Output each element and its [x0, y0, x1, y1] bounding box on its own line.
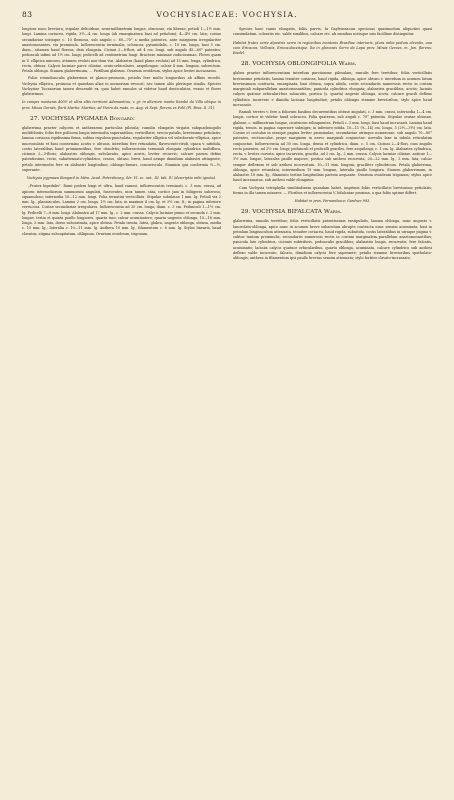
species-number: 28. — [241, 61, 251, 68]
species-name: VOCHYSIA BIFALCATA — [252, 209, 322, 216]
species-description: Ramuli teretes v. fere a foliorum basibus decurrentibus obtuse angulati, c. 3 mm. crassi, internodia 1—4 cm. longis, cortice ut videtur haud ochraceo. Folia quaterna, sub anguli c. 70° patentia. Stipulae ovatae obtusae, glabrae, c. millimetrum longae, cicatricem relinquentes. Petioli c. 3 mm. longi, basi haud incrassati. Lamina haud rigida, tenuis, in pagina superiore subnigra; in inferiore nitida, 10—11 (9—14) cm. longa, 3 (2½—3½) cm. lata. Costae et costulae in utraque pagina leviter prominulae, secundariae utrinque numerosae, sub angulo 70—80° patentes, rectiusculae, prope marginem in nervo marginali conjunctae: nervulis laxe in tabula reticulatim conjunctae. Inflorescentia ad 30 cm. longa, densa et cylindrica, diam. c. 5 cm. Cicinni 2—4-flori, cum angulis recto patentes, ad 2½ cm. longi; pedunculi et pedicelli graciles, fere aequilongi, c. 1 cm. lg. Alabastra cylindrica, recta, v. leviter curvata, apice incurvata, gracilia, ad 2 cm. lg., 2 mm. crassa. Calycis laciniae ciliatae, anticae 1—1½ mm. longae, laterales paullo majores; postica sub anthesi recurvata, 20—22 mm. lg., 3 mm. lata; calcar semper deflexum et sub anthesi incurvatum, 10—11 mm. longum, graciliter cylindricum. Petala glaberrima, oblonga, apice retundata; intermedium 15 mm. longum, lateralia paullo longiora. Stamen glaberrimum, in alabastro 18 mm. lg., filamento tertiae longitudinis partem aequante. Ovarium ovoideum trigonum; stylus apice haud incrassatus, sub anthesi valde elongatus. — [233, 110, 432, 183]
species-description: „Frutex bipedalis". Rami pedem longi et ultra, haud ramosi, inflorescentiis terminati, c. 3 mm. crassi, ad apicem internodiorum summorum angulati, fusecentes, mox tamen cani, cortice jam in foliigerio suberoso, squamuloso; internodia 10—12 mm. longi. Folia ternatim verticillata. Stipulae subulatae 1 mm. lg. Petioli vix 2 mm. lg., planiusculus. Lamina 2 cm. longa, 1½ cm. lata, in maximis 4 cm. lg. et 2½ cm. lt.; in pagina inferiore verrucosa. Costae secundariae irregulares. Inflorescentia ad 20 cm. longa, diam. c. 3 cm. Pedunculi 1—1½ cm. lg. Pedicelli 7—8 mm. longi. Alabastra ad 17 mm. lg., c. 2 mm. crassa. Calycis laciniae primo et secunda c. 2 mm. longae, tertia et quinta paullo longiores, quarta tunc calcar acuminatore; quarta ungente oblonga, 15—16 mm. longa, 3 mm. lata, dorso subcarinata, apice obtusa. Petala trenta, lutea, glabra, ungente oblonga, obtusa, media c. 15 mm. lg.; lateralia c. 10—11 mm. lg. Anthera 10 mm. lg., filamentum c. 6 mm. lg. Stylus linearis, haud clavatus; stigma subcapitatum, obliquum. Ovarium ovoideum, trigonum. — [22, 184, 221, 236]
species-diagnosis: glaberrima, ramulis teretibus; foliis verticillatis patentissimis exstipulatis, lamina oblonga, nunc angusto v. lanceolato-oblonga, apice nunc in acumen breve subacutum abrupte contracta nunc sensim acuminata, basi in petiolum longiusculum attenuata, tenuiter coriacea, haud rigida, subnitida, costis lateralibus in utraque pagina v. subtus tantum prominulis, secundariis numerosis rectis in costam marginalem parallelam anastomosantibus; panicula late cylindrica, cicinnis subtriforis, pedunculis gracilibus; alabastris longis, recurvatis, fere falcatis, acuminatis; laciniis calycis quatuor orbicularibus, quarta oblonga, acuminata, calcare cylindrico sub anthesi deflexo valde incurvato, falcato, dimidium calycis fere superante; petalis stamine brevioribus spathulato-oblongis; anthera in filamentum ipsi paullo brevius sensim attenuata; stylo fortiter clavato-incrassato. — [233, 219, 432, 260]
left-column — [22, 27, 221, 795]
paragraph: longiora nunc breviora; stipulae deltoideae, semi-millimetrum longae, obscurae, vix liberae; petioli 1—1½ mm. longi. Lamina coriacea, rigida, 3½—4 cm. longa (ab emarginatura basi ad petiolum); 4—4½ cm. lata; costae secundariae utrinque c. 10 flexuosa, sub angulo c. 60—70° a media patentes, ante marginem irregulariter anastomosantes, vix prominula. Inflorescentia terminalis, ochracea, pyramidalis, c. 10 cm. longa, basi 5 cm. diam., attamen haud florens, dein elongata. Cicinni 2—6-flori, ad 4 cm. longi, sub angulo 45—60° patentes; pedunculi infimi ad 1½ cm. longi; pedicelli ad centimetrum longi. Bracteae minimae caducissimae. Flores quam in V. elliptica minores, attamen evoluti non-dum visi. Alabastra (haud plane evoluta) ad 15 mm. longa, cylindrica, recta, obtusa. Calycis laciniae parce ciliatae, ovato-orbiculares, aequilongae; calcar 4 mm. longum, subrectum. Petala oblonga. Stamen glaberrimum, ... Pistillum glabrum. Ovarium ovoideum, stylus apice leviter incrassatus. — [22, 27, 221, 73]
habitat-note: In campis montanis 4000' et ultra altis territorii Adamantinu, v. gr. in alteriore monte Itambé da Villa ubique in prov. Minas Geraës, florit Martio: Martius; ad Vieira da mato, m. Aug. et Sept. florens ex Pohl (Pl. Bras. II. 31). — [22, 100, 221, 110]
species-author: Bongard: — [109, 115, 135, 122]
habitat-note: Habitat in prov. Pernambuco: Gardner 993. — [294, 199, 371, 203]
species-name: VOCHYSIA PYGMAEA — [41, 115, 108, 122]
species-heading — [233, 60, 432, 68]
species-number: 27. — [30, 115, 40, 122]
species-diagnosis: glaberrima praeter calycem et antherarum particulas pilosula; ramulis elongatis virgatis subquadrangulis multifoliatis; foliis fere pollicem longis internodia superantibus, verticillatis, erecto-patulis, breviusime petiolatis; lamina coriacea rigidissima firma, subtus rugulosa-punctulata, reguloriter elliptica vel subobovato-elliptica, apice mucronulato et basi contermino acutis v. obtusis, interdum fere retundatis, flavescenti-viridi, opaca v. nitidula, costis lateralibus haud prominentibus, fere obsoletis; inflorescentia terminali elongata cylindrica multiflora, cicinnis 2—3-floris; alabastris oblongis, subclavatis, apice acutis, leviter recurvis; calcare parum defixo patentissimo, recto, subattenuato-cylindrico, crasso, obtuso, brevi, haud nempe dimidium alabastri attingente; petalo intermedio fere ex alabastri longitudine, oblongo-lineari, concavisculo. Staminis ipsi conformia ⅓—½, superante. — [22, 125, 221, 172]
species-author: Warm. — [338, 61, 357, 68]
species-author: Warm. — [323, 209, 342, 216]
species-reference: Vochysia pygmaea Bongard in Mém. Acad. Petersbourg, Sér. VI. sc. nat., III. tab. IV. (descriptio mihi ignota). — [26, 176, 217, 180]
right-column — [233, 27, 432, 777]
species-heading — [22, 115, 221, 123]
page-number: 83 — [22, 10, 33, 19]
species-name: VOCHYSIA OBLONGIFOLIA — [252, 61, 337, 68]
running-title: VOCHYSIACEAE: VOCHYSIA. — [156, 10, 298, 19]
species-diagnosis: glabra praeter inflorescentiam interdum parciissime pilosulam; ramulis fere teretibus; foliis verticillatis breviusime petiolatis, lamina tenuiter coriacea, haud rigida, oblonga, apice obtuso v. interdum in acumen latum breviusimum contracta, emarginata, basi obtusa, supra nitida, costis secundariis numerosis rectis in costam marginiali subparallelam anastomosantibus; panicula cylindrica elongata; alabastris gracilibus, acutis; laciniis calycis quatuor orbiculari-bus subacutis, postica (s. quarta) angeste oblonga, acuta, calcare gracili deflexo cylindrico incurvato e dimidia laciniae longitudine; petalis oblongis stamine brevioribus; stylo apice haud incrassato. — [233, 71, 432, 107]
paragraph: Foliis rotundiusculis glaberrimis et glauco-pruinosis, petiolis fere multo longioribus ab affinis recedit. Vochysia elliptica, pruinosa et quaedam aliae in memoriam revocat; nec tamen aliis plerisque similis. Species Vochysiae Tucanorum tamen descendit ex, quia habet ramulos ut videtur haud denticulatos, evasis et flores glaberrimos. — [22, 76, 221, 96]
paragraph: Species haec ramis elongatis, foliis parvis, In Gayleussacias speciosas quasimodum aliquoties quasi consimilatum, coloratis etc. valde similibus, calcare etc. ab omnibus notisque suis facillime distinguitur. — [233, 27, 432, 37]
running-header — [22, 10, 432, 22]
species-heading — [233, 208, 432, 216]
habitat-note: Habitat frutex certe alpestris serra in regionibus montosis Brasiliae interioris, plura milia pedum elevatis, una cum Ericacea, Vellosiis, Eriocaulaceisque. Ita in glareosis Serra da Lapa prov. Minas Geraes, m. Jan. florens: Riedel. — [233, 40, 432, 55]
species-number: 29. — [241, 209, 251, 216]
species-note: Cum Vochysia tetraphylla similitudinem quandam habet, imprimis foliis verticillatis breviusime petiolatis; forma in illa tamen minores. — Floribus et inflorescentia V. bifalcatae proxima, a qua foliis optime differt. — [233, 185, 432, 195]
